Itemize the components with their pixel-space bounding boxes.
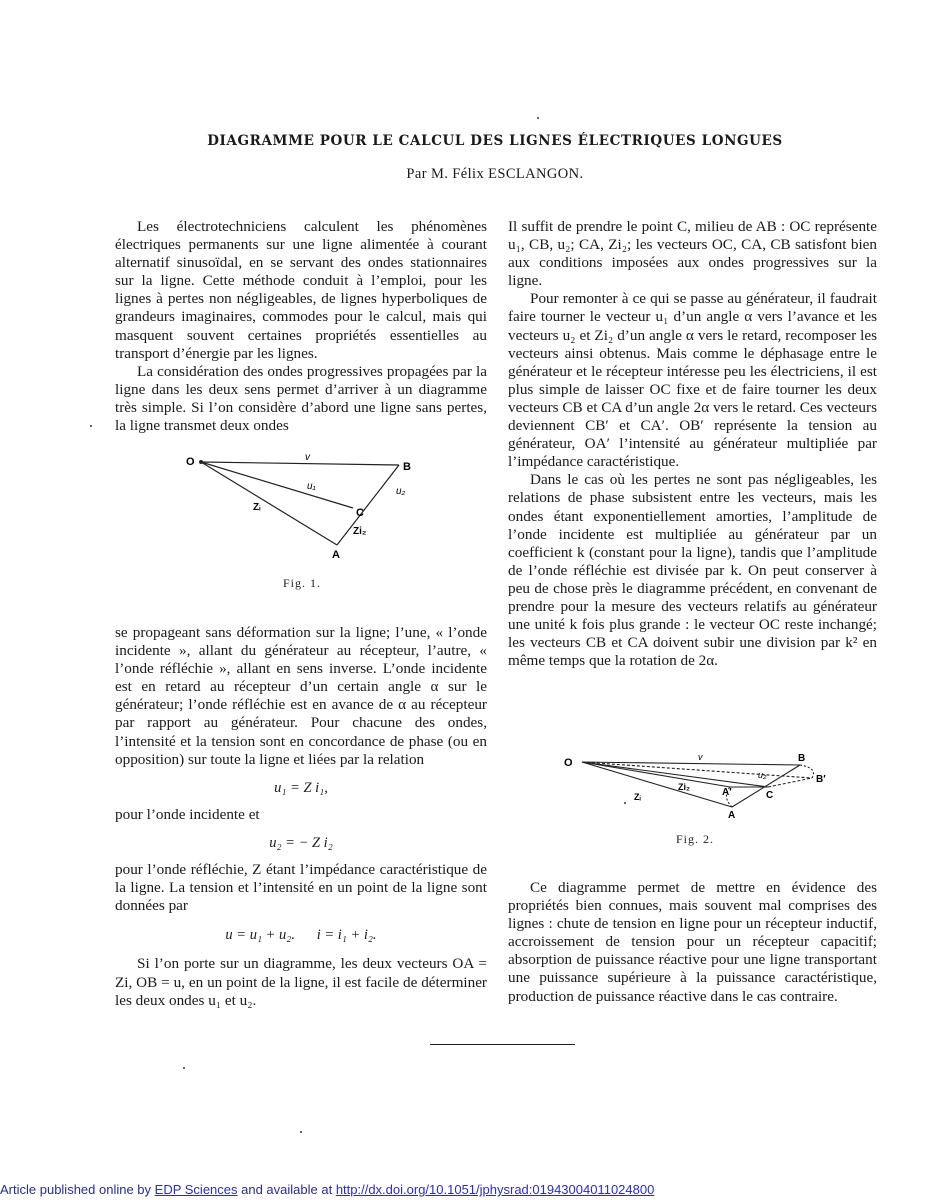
right-paragraph-3: Dans le cas où les pertes ne sont pas négligeables, les relations de phase subsistent entre les vecteurs, mais les ondes étant exponentiellement amorties, l’amplitude de l’onde incidente est multipliée au générateur par un coefficient k (constant pour la ligne), tandis que l’amplitude de l’onde réfléchie est divisée par k. On peut conserver à peu de chose près le diagramme précédent, en convenant de prendre pour la mesure des vecteurs relatifs au générateur une unité k fois plus grande : le vecteur OC reste inchangé; les vecteurs CB et CA doivent subir une division par k² en même temps que la rotation de 2α. [508, 471, 877, 670]
footer-prefix: Article published online by [0, 1182, 155, 1197]
left-column-top [115, 218, 487, 435]
fig1-label-o: O [186, 456, 195, 468]
right-paragraph-1: Il suffit de prendre le point C, milieu de AB : OC représente u₁, CB, u₂; CA, Zi₂; les vecteurs OC, CA, CB satisfont bien aux conditions imposées aux ondes progressives sur la ligne. [508, 218, 877, 290]
left-paragraph-5: pour l’onde réfléchie, Z étant l’impédance caractéristique de la ligne. La tension et l’intensité en un point de la ligne sont données par [115, 861, 487, 915]
speck-2 [90, 425, 92, 427]
edp-sciences-link[interactable]: EDP Sciences [154, 1182, 238, 1197]
fig1-label-c: C [356, 507, 364, 519]
equation-2: u₂ = − Z i₂ [269, 834, 333, 851]
left-paragraph-4: pour l’onde incidente et [115, 805, 260, 823]
speck-1 [537, 117, 539, 119]
right-paragraph-4: Ce diagramme permet de mettre en évidence des propriétés bien connues, mais souvent mal comprises des lignes : chute de tension en ligne pour un récepteur inductif, accroissement de tension pour un récepteur capacitif; absorption de puissance réactive pour une ligne transportant une puissance supérieure à la puissance caractéristique, production de puissance réactive dans le cas contraire. [508, 879, 877, 1005]
fig1-line-ob [201, 462, 399, 465]
right-column-bottom [508, 879, 877, 1006]
left-paragraph-6: Si l’on porte sur un diagramme, les deux vecteurs OA = Zi, OB = u, en un point de la ligne, il est facile de déterminer les deux ondes u₁ et u₂. [115, 955, 487, 1009]
fig2-label-zi: Zᵢ [634, 792, 641, 802]
equation-1: u₁ = Z i₁, [274, 779, 328, 796]
fig2-line-oc [582, 762, 768, 787]
figure-2-diagram [560, 750, 850, 825]
fig1-label-u2: u₂ [396, 486, 406, 497]
fig1-line-ba [337, 465, 399, 545]
speck-5 [300, 1131, 302, 1133]
fig1-label-b: B [403, 461, 411, 473]
fig1-label-u1: u₁ [307, 481, 316, 492]
fig1-label-zi2: Zi₂ [353, 526, 367, 537]
fig2-line-oa [582, 762, 732, 807]
figure-1-caption: Fig. 1. [283, 576, 322, 590]
fig2-line-cb-prime [768, 778, 812, 787]
fig2-label-o: O [564, 757, 573, 769]
fig1-label-v: v [305, 452, 310, 463]
fig1-label-zi: Zᵢ [253, 502, 261, 513]
speck-3 [624, 802, 626, 804]
right-paragraph-2: Pour remonter à ce qui se passe au générateur, il faudrait faire tourner le vecteur u₁ d’un angle α vers l’avance et les vecteurs u₂ et Zi₂ d’un angle α vers le retard, recomposer les vecteurs ainsi obtenus. Mais comme le déphasage entre le générateur et le récepteur intéresse peu les électriciens, il est plus simple de laisser OC fixe et de faire tourner les deux vecteurs CB et CA d’un angle 2α vers le retard. Ces vecteurs deviennent CB′ et CA′. OB′ représente la tension au générateur, OA′ l’intensité au générateur multipliée par l’impédance caractéristique. [508, 290, 877, 471]
right-column-top [508, 218, 877, 670]
equation-3: u = u₁ + u₂. i = i₁ + i₂. [225, 927, 377, 944]
speck-4 [183, 1067, 185, 1069]
fig2-label-b: B [798, 753, 806, 764]
fig1-line-oa [201, 462, 337, 545]
fig2-label-a-prime: A′ [722, 787, 732, 798]
fig2-arc [800, 765, 814, 778]
article-author: Par M. Félix ESCLANGON. [406, 166, 584, 182]
fig1-line-oc [201, 462, 353, 508]
end-rule [430, 1044, 575, 1045]
article-title: DIAGRAMME POUR LE CALCUL DES LIGNES ÉLECTRIQUES LONGUES [207, 133, 783, 149]
fig2-label-u2: u₂ [758, 770, 767, 780]
left-column-bottom [115, 624, 487, 1010]
page-footer [0, 1182, 654, 1197]
fig2-label-v: v [698, 752, 703, 762]
figure-1-diagram [185, 448, 415, 563]
fig2-line-oa-prime [582, 762, 730, 787]
fig1-label-a: A [332, 549, 340, 561]
footer-middle: and available at [237, 1182, 336, 1197]
figure-2-caption: Fig. 2. [676, 832, 715, 846]
left-paragraph-2: La considération des ondes progressives propagées par la ligne dans les deux sens permet d’arriver à un diagramme très simple. Si l’on considère d’abord une ligne sans pertes, la ligne transmet deux ondes [115, 362, 487, 435]
fig2-label-a: A [728, 810, 736, 821]
left-paragraph-1: Les électrotechniciens calculent les phénomènes électriques permanents sur une ligne alimentée à courant alternatif sinusoïdal, en se servant des ondes stationnaires sur la ligne. Cette méthode conduit à l’emploi, pour les lignes à pertes non négligeables, de lignes hyperboliques de grandeurs imaginaires, commodes pour le calcul, mais qui masquent souvent certaines propriétés essentielles au transport d’énergie par les lignes. [115, 218, 487, 362]
left-paragraph-3: se propageant sans déformation sur la ligne; l’une, « l’onde incidente », allant du générateur au récepteur, l’autre, « l’onde réfléchie », allant en sens inverse. L’onde incidente est en retard au récepteur d’un certain angle α sur le générateur; l’onde réfléchie est en avance de α au récepteur par rapport au générateur. Pour chacune des ondes, l’intensité et la tension sont en concordance de phase (ou en opposition) sur toute la ligne et liées par la relation [115, 624, 487, 768]
fig2-label-b-prime: B′ [816, 774, 826, 785]
fig2-label-c: C [766, 790, 774, 801]
fig2-label-zi2: Zi₂ [678, 782, 690, 792]
doi-link[interactable]: http://dx.doi.org/10.1051/jphysrad:01943004011024800 [335, 1182, 655, 1197]
